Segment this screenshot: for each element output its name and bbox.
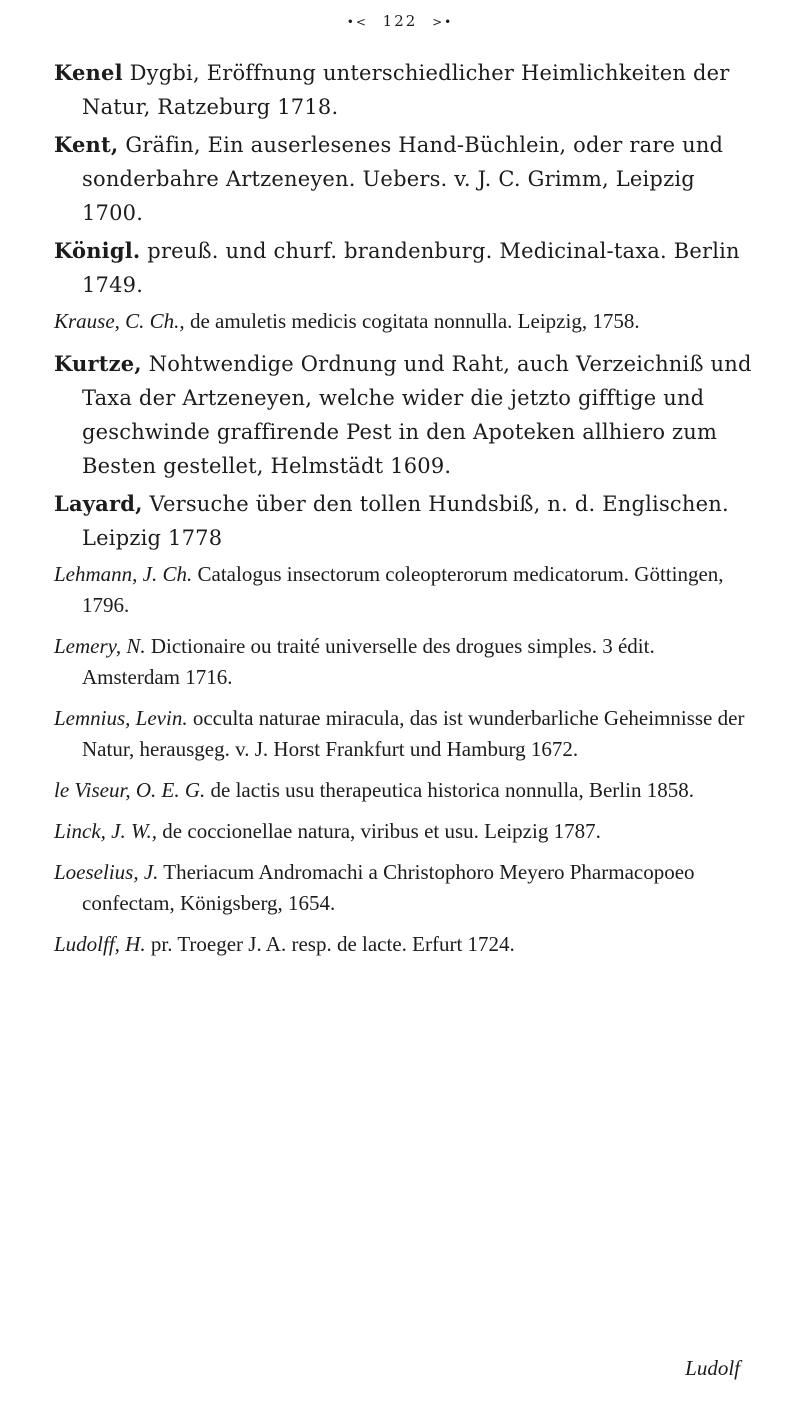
entry-text: Theriacum Andromachi a Christophoro Meyero Pharmacopoeo confectam, Königsberg, 1654. [82,860,695,915]
entry-author: Kurtze, [54,351,142,376]
entry-text: de amuletis medicis cogitata nonnulla. Leipzig, 1758. [184,309,640,333]
entry-text: Catalogus insectorum coleopterorum medicatorum. Göttingen, 1796. [82,562,724,617]
catchword: Ludolf [685,1356,740,1380]
entry-author: Krause, C. Ch., [54,309,185,333]
entry-text: Gräfin, Ein auserlesenes Hand-Büchlein, oder rare und sonderbahre Artzeneyen. Uebers. v. J. C. Grimm, Leipzig 1700. [82,133,724,225]
entry-text: Versuche über den tollen Hundsbiß, n. d. Englischen. Leipzig 1778 [82,492,729,550]
bibliography-entry [54,234,754,302]
entry-text: Nohtwendige Ordnung und Raht, auch Verzeichniß und Taxa der Artzeneyen, welche wider die jetzto gifftige und geschwinde graffirende Pest in den Apoteken allhiero zum Besten gestellet, Helmstädt 1609. [82,352,752,478]
entry-text: Dygbi, Eröffnung unterschiedlicher Heimlichkeiten der Natur, Ratzeburg 1718. [82,61,730,119]
right-ornament: >• [432,15,454,29]
entry-author: le Viseur, O. E. G. [54,778,206,802]
entry-text: de lactis usu therapeutica historica nonnulla, Berlin 1858. [205,778,694,802]
entry-text: occulta naturae miracula, das ist wunderbarliche Geheimnisse der Natur, herausgeg. v. J. Horst Frankfurt und Hamburg 1672. [82,706,745,761]
page-header [0,12,800,30]
entry-author: Lehmann, J. Ch. [54,562,193,586]
entry-author: Linck, J. W., [54,819,158,843]
bibliography-entry [54,929,754,960]
left-ornament: •< [346,15,368,29]
entry-author: Königl. [54,238,141,263]
bibliography-entry [54,347,754,483]
bibliography-entry [54,703,754,765]
entry-author: Loeselius, J. [54,860,159,884]
bibliography-list [54,56,754,970]
bibliography-entry [54,56,754,124]
entry-author: Kent, [54,132,119,157]
entry-text: preuß. und churf. brandenburg. Medicinal-taxa. Berlin 1749. [82,239,740,297]
entry-author: Lemery, N. [54,634,146,658]
bibliography-entry [54,487,754,555]
entry-author: Kenel [54,60,123,85]
entry-text: de coccionellae natura, viribus et usu. Leipzig 1787. [157,819,601,843]
page-number: 122 [382,12,418,30]
bibliography-entry [54,559,754,621]
entry-author: Ludolff, H. [54,932,146,956]
bibliography-entry [54,128,754,230]
entry-author: Lemnius, Levin. [54,706,188,730]
entry-author: Layard, [54,491,143,516]
bibliography-entry [54,306,754,337]
bibliography-entry [54,816,754,847]
entry-text: Dictionaire ou traité universelle des drogues simples. 3 édit. Amsterdam 1716. [82,634,655,689]
entry-text: pr. Troeger J. A. resp. de lacte. Erfurt 1724. [145,932,515,956]
bibliography-entry [54,775,754,806]
bibliography-entry [54,631,754,693]
bibliography-entry [54,857,754,919]
